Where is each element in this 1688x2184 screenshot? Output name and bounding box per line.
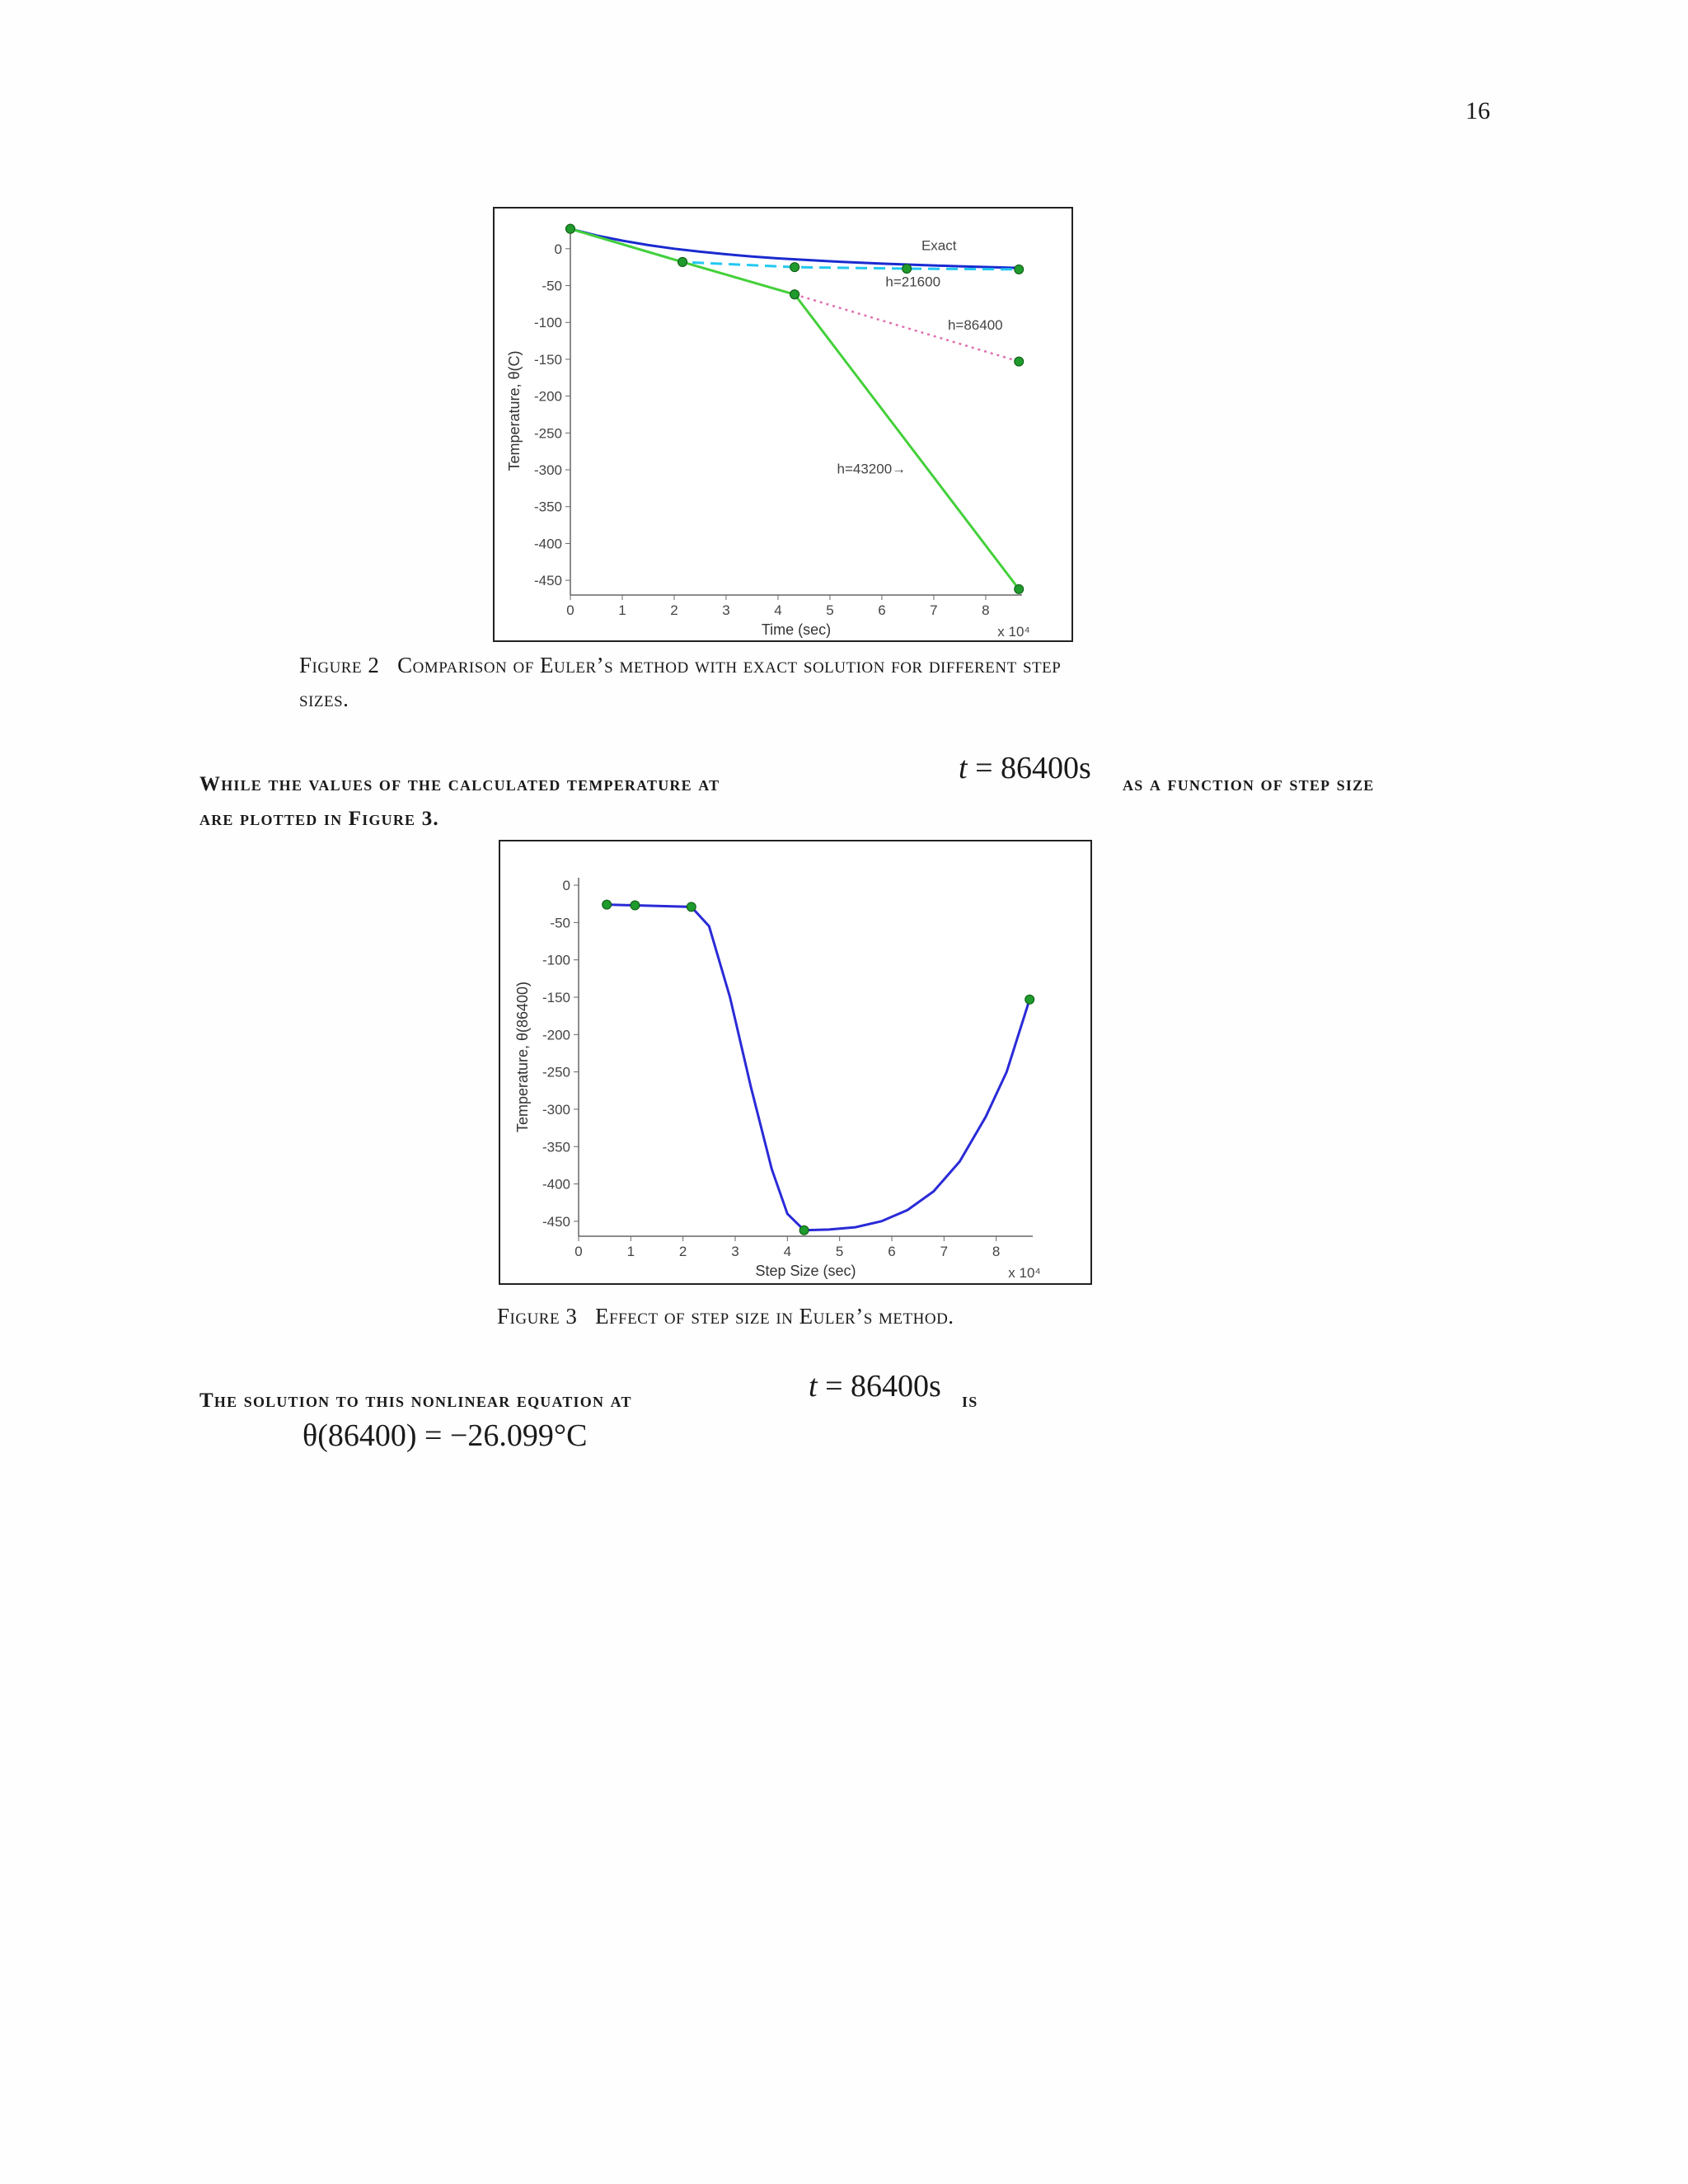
- x-tick-label: 2: [678, 1244, 687, 1259]
- y-tick-label: -50: [550, 915, 570, 931]
- paragraph-2-text-end: is: [962, 1390, 978, 1412]
- x-axis-label: Time (sec): [761, 621, 832, 638]
- y-tick-label: -400: [533, 536, 562, 552]
- y-tick-label: -300: [542, 1101, 570, 1118]
- figure-3-caption: [497, 1300, 954, 1333]
- result-equation: θ(86400) = −26.099°C: [302, 1418, 588, 1453]
- y-tick-label: -350: [542, 1139, 570, 1155]
- y-tick-label: -150: [533, 351, 562, 368]
- figure-2-frame: [493, 207, 1073, 642]
- y-tick-label: -400: [542, 1176, 570, 1193]
- y-tick-label: 0: [554, 241, 562, 257]
- y-tick-label: -350: [533, 499, 562, 515]
- x-tick-label: 8: [982, 602, 990, 618]
- y-tick-label: -50: [542, 278, 562, 294]
- x-tick-label: 8: [992, 1244, 1001, 1259]
- paragraph-1-math: [959, 750, 1091, 786]
- y-tick-label: 0: [562, 878, 570, 894]
- x-axis-label: Step Size (sec): [755, 1263, 856, 1279]
- y-tick-label: -450: [542, 1213, 570, 1230]
- y-tick-label: -250: [533, 425, 562, 442]
- math-variable-t-2: t: [809, 1369, 818, 1404]
- annotation-h86400: h=86400: [947, 317, 1003, 334]
- y-tick-label: -200: [542, 1027, 570, 1043]
- y-axis-label: Temperature, θ(C): [506, 350, 523, 471]
- x-multiplier-label: x 10⁴: [1008, 1265, 1041, 1281]
- data-point-marker: [799, 1226, 809, 1235]
- x-tick-label: 7: [930, 602, 938, 618]
- annotation-exact: Exact: [921, 237, 957, 254]
- y-tick-label: -250: [542, 1064, 570, 1080]
- series-line: [570, 229, 1019, 589]
- x-tick-label: 2: [670, 602, 678, 618]
- data-point-marker: [1015, 357, 1024, 366]
- figure-2-caption-text-2: sizes.: [299, 687, 349, 711]
- paragraph-1-line-1: While the values of the calculated temperature at: [199, 773, 720, 795]
- data-point-marker: [790, 263, 799, 272]
- figure-2-chart: [495, 209, 1071, 640]
- paragraph-2-math: [809, 1368, 941, 1404]
- x-tick-label: 0: [566, 602, 574, 618]
- data-point-marker: [678, 257, 687, 266]
- page-number: 16: [1465, 97, 1490, 124]
- annotation-h43200: h=43200→: [837, 461, 907, 477]
- y-tick-label: -150: [542, 990, 570, 1005]
- figure-3-frame: [499, 840, 1092, 1285]
- y-tick-label: -100: [533, 315, 562, 331]
- y-tick-label: -100: [542, 952, 570, 968]
- figure-2-caption: [299, 649, 1437, 716]
- data-point-marker: [790, 290, 799, 299]
- y-tick-label: -450: [533, 573, 562, 589]
- figure-2-label: Figure 2: [299, 653, 380, 677]
- math-expression: = 86400s: [967, 751, 1091, 785]
- x-tick-label: 7: [940, 1244, 949, 1259]
- x-multiplier-label: x 10⁴: [997, 624, 1030, 640]
- data-point-marker: [687, 902, 696, 912]
- x-tick-label: 5: [835, 1244, 844, 1259]
- data-point-marker: [1025, 995, 1034, 1004]
- figure-2-caption-text: Comparison of Euler’s method with exact solution for different step: [397, 653, 1062, 677]
- paragraph-2-text: The solution to this nonlinear equation at: [199, 1390, 632, 1412]
- annotation-h21600: h=21600: [885, 274, 941, 290]
- x-tick-label: 4: [783, 1244, 792, 1259]
- x-tick-label: 5: [826, 602, 834, 618]
- math-variable-t: t: [959, 751, 968, 785]
- figure-3-label: Figure 3: [497, 1304, 578, 1329]
- paragraph-1-line-1-end: as a function of step size: [1123, 773, 1375, 795]
- figure-3-caption-text: Effect of step size in Euler’s method.: [595, 1304, 954, 1329]
- x-tick-label: 1: [626, 1244, 635, 1259]
- data-point-marker: [603, 900, 612, 909]
- data-point-marker: [1015, 265, 1024, 274]
- data-point-marker: [566, 224, 575, 233]
- y-axis-label: Temperature, θ(86400): [514, 981, 531, 1133]
- x-tick-label: 1: [618, 602, 626, 618]
- math-expression-2: = 86400s: [817, 1369, 941, 1404]
- y-tick-label: -300: [533, 462, 562, 479]
- data-point-marker: [903, 264, 912, 273]
- paragraph-1-line-2: are plotted in Figure 3.: [199, 808, 439, 830]
- figure-3-chart: [500, 841, 1090, 1283]
- x-tick-label: 6: [878, 602, 886, 618]
- data-point-marker: [631, 901, 640, 910]
- x-tick-label: 4: [774, 602, 782, 618]
- x-tick-label: 6: [888, 1244, 896, 1259]
- x-tick-label: 3: [731, 1244, 739, 1259]
- series-line: [607, 905, 1029, 1230]
- y-tick-label: -200: [533, 388, 562, 405]
- x-tick-label: 0: [574, 1244, 583, 1259]
- x-tick-label: 3: [722, 602, 730, 618]
- data-point-marker: [1015, 584, 1024, 593]
